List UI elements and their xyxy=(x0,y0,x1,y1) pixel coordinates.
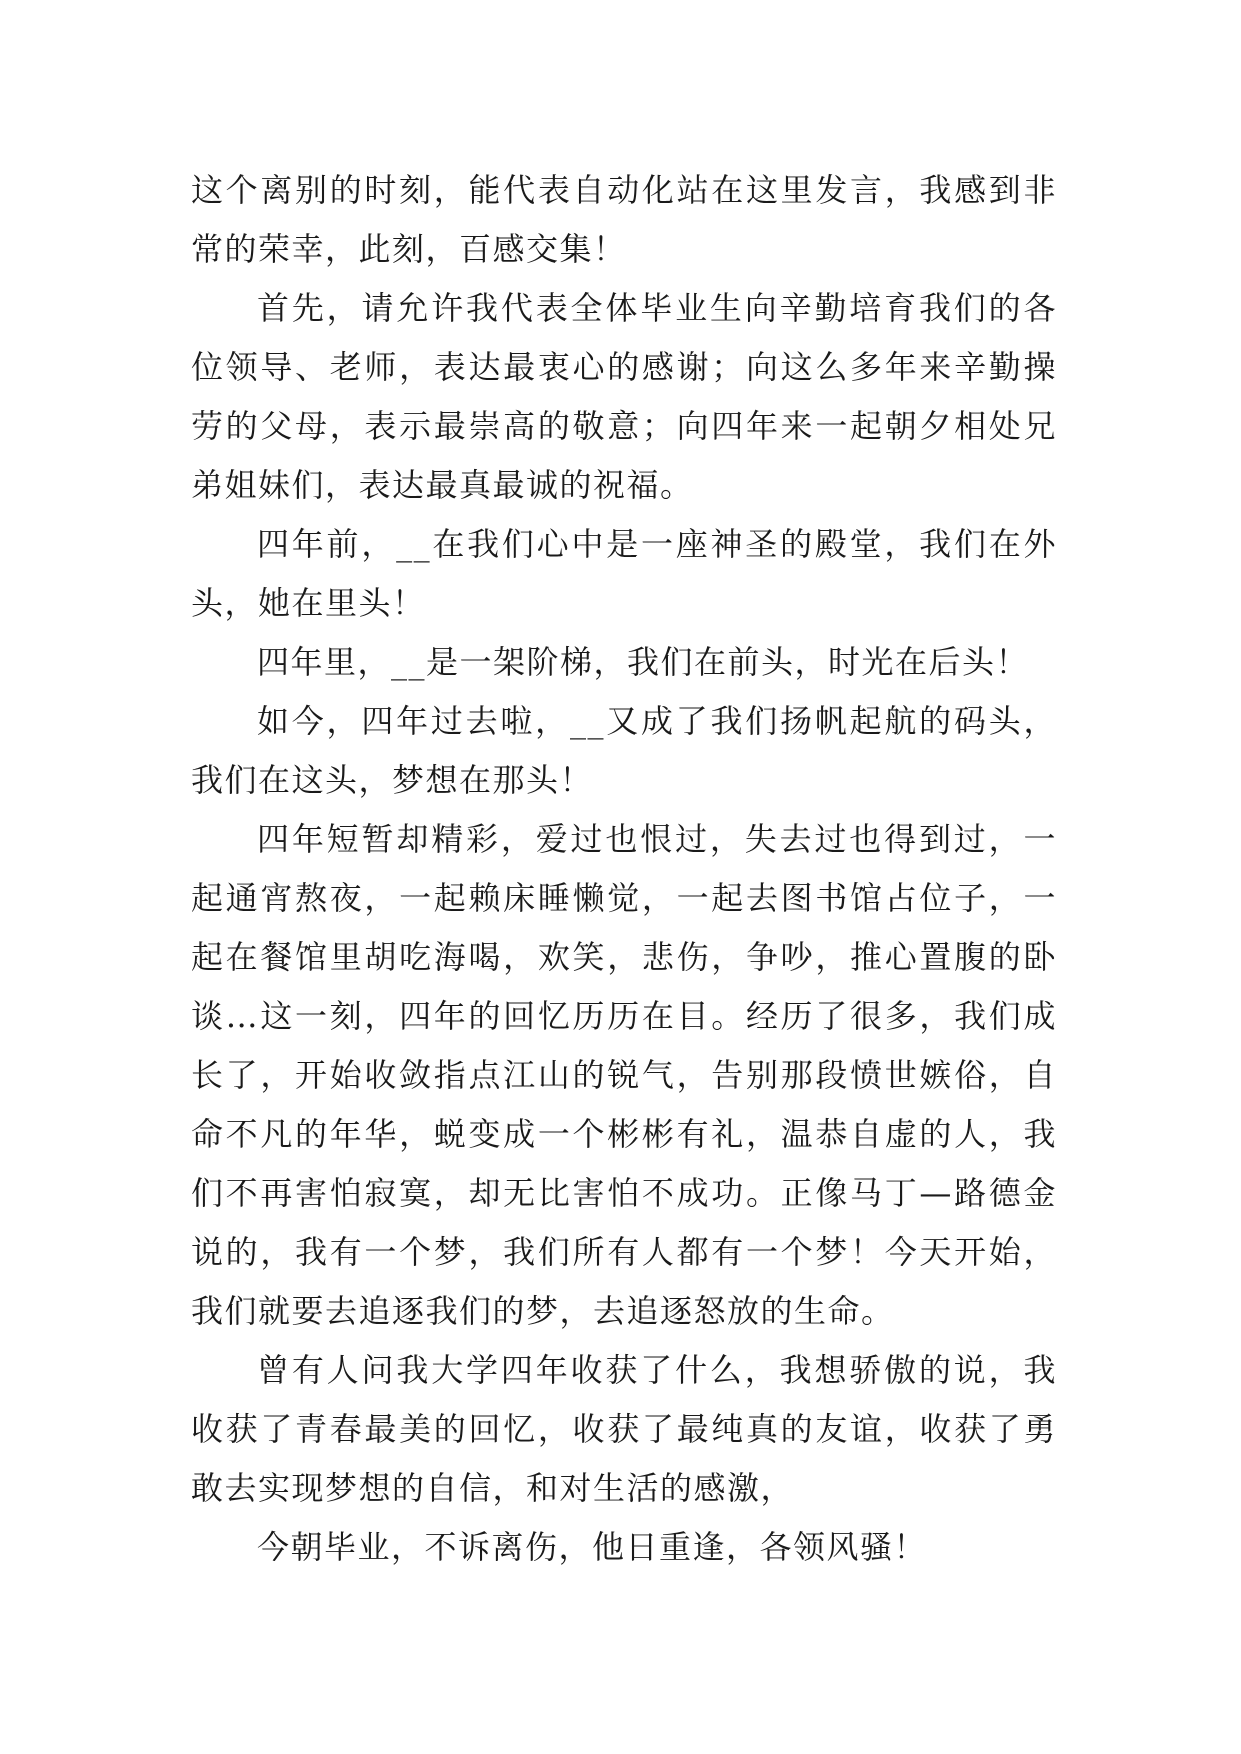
paragraph-5: 如今，四年过去啦，__又成了我们扬帆起航的码头，我们在这头，梦想在那头！ xyxy=(191,702,1057,799)
paragraph-6: 四年短暂却精彩，爱过也恨过，失去过也得到过，一起通宵熬夜，一起赖床睡懒觉，一起去图书馆占位子，一起在餐馆里胡吃海喝，欢笑，悲伤，争吵，推心置腹的卧谈…这一刻，四年的回忆历历在目。经历了很多，我们成长了，开始收敛指点江山的锐气，告别那段愤世嫉俗，自命不凡的年华，蜕变成一个彬彬有礼，温恭自虚的人，我们不再害怕寂寞，却无比害怕不成功。正像马丁—路德金说的，我有一个梦，我们所有人都有一个梦！今天开始，我们就要去追逐我们的梦，去追逐怒放的生命。 xyxy=(191,820,1057,1330)
paragraph-3: 四年前，__在我们心中是一座神圣的殿堂，我们在外头，她在里头！ xyxy=(191,525,1057,622)
paragraph-7: 曾有人问我大学四年收获了什么，我想骄傲的说，我收获了青春最美的回忆，收获了最纯真的友谊，收获了勇敢去实现梦想的自信，和对生活的感激， xyxy=(191,1351,1057,1507)
paragraph-2: 首先，请允许我代表全体毕业生向辛勤培育我们的各位领导、老师，表达最衷心的感谢；向这么多年来辛勤操劳的父母，表示最崇高的敬意；向四年来一起朝夕相处兄弟姐妹们，表达最真最诚的祝福。 xyxy=(191,289,1057,504)
paragraph-1: 这个离别的时刻，能代表自动化站在这里发言，我感到非常的荣幸，此刻，百感交集！ xyxy=(191,171,1057,268)
document-body xyxy=(191,161,1057,1577)
paragraph-8: 今朝毕业，不诉离伤，他日重逢，各领风骚！ xyxy=(257,1528,928,1566)
paragraph-4: 四年里，__是一架阶梯，我们在前头，时光在后头！ xyxy=(257,643,1030,681)
